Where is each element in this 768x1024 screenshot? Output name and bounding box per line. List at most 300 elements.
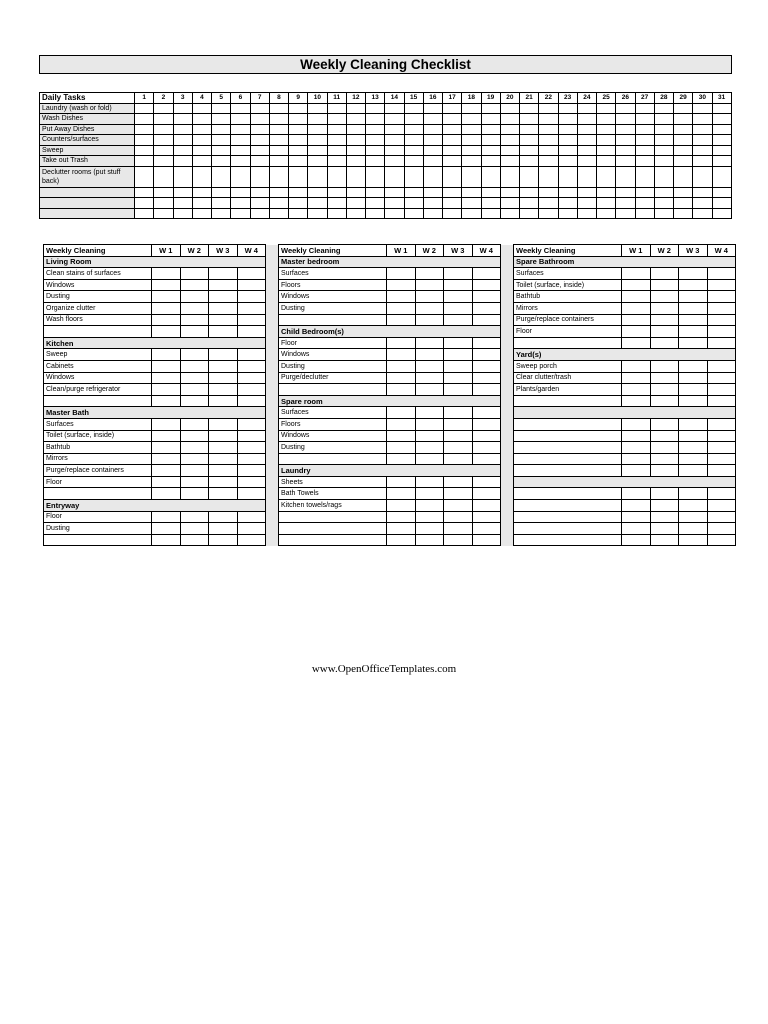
- day-check-cell[interactable]: [520, 145, 539, 156]
- week-check-cell[interactable]: [209, 395, 238, 407]
- day-check-cell[interactable]: [346, 187, 365, 198]
- week-check-cell[interactable]: [472, 453, 501, 465]
- week-check-cell[interactable]: [180, 534, 209, 546]
- day-check-cell[interactable]: [289, 187, 308, 198]
- week-check-cell[interactable]: [472, 337, 501, 349]
- week-check-cell[interactable]: [237, 511, 266, 523]
- week-check-cell[interactable]: [415, 291, 444, 303]
- day-check-cell[interactable]: [635, 135, 654, 146]
- day-check-cell[interactable]: [135, 166, 154, 187]
- day-check-cell[interactable]: [231, 114, 250, 125]
- day-check-cell[interactable]: [250, 187, 269, 198]
- day-check-cell[interactable]: [173, 103, 192, 114]
- week-check-cell[interactable]: [237, 314, 266, 326]
- day-check-cell[interactable]: [712, 187, 731, 198]
- day-check-cell[interactable]: [481, 156, 500, 167]
- day-check-cell[interactable]: [346, 198, 365, 209]
- day-check-cell[interactable]: [192, 114, 211, 125]
- day-check-cell[interactable]: [577, 208, 596, 219]
- week-check-cell[interactable]: [209, 384, 238, 396]
- day-check-cell[interactable]: [443, 166, 462, 187]
- week-check-cell[interactable]: [180, 511, 209, 523]
- week-check-cell[interactable]: [387, 268, 416, 280]
- day-check-cell[interactable]: [212, 187, 231, 198]
- day-check-cell[interactable]: [520, 156, 539, 167]
- day-check-cell[interactable]: [462, 187, 481, 198]
- week-check-cell[interactable]: [444, 314, 473, 326]
- week-check-cell[interactable]: [444, 534, 473, 546]
- day-check-cell[interactable]: [154, 103, 173, 114]
- day-check-cell[interactable]: [635, 114, 654, 125]
- day-check-cell[interactable]: [154, 156, 173, 167]
- day-check-cell[interactable]: [500, 187, 519, 198]
- day-check-cell[interactable]: [616, 124, 635, 135]
- week-check-cell[interactable]: [387, 407, 416, 419]
- day-check-cell[interactable]: [327, 135, 346, 146]
- week-check-cell[interactable]: [707, 326, 736, 338]
- day-check-cell[interactable]: [192, 145, 211, 156]
- day-check-cell[interactable]: [520, 187, 539, 198]
- week-check-cell[interactable]: [444, 488, 473, 500]
- day-check-cell[interactable]: [674, 103, 693, 114]
- week-check-cell[interactable]: [472, 500, 501, 512]
- day-check-cell[interactable]: [192, 156, 211, 167]
- week-check-cell[interactable]: [152, 268, 181, 280]
- week-check-cell[interactable]: [472, 302, 501, 314]
- week-check-cell[interactable]: [209, 453, 238, 465]
- week-check-cell[interactable]: [622, 395, 651, 407]
- week-check-cell[interactable]: [209, 488, 238, 500]
- day-check-cell[interactable]: [346, 114, 365, 125]
- day-check-cell[interactable]: [366, 198, 385, 209]
- day-check-cell[interactable]: [558, 103, 577, 114]
- day-check-cell[interactable]: [520, 124, 539, 135]
- week-check-cell[interactable]: [679, 302, 708, 314]
- day-check-cell[interactable]: [385, 187, 404, 198]
- week-check-cell[interactable]: [209, 511, 238, 523]
- week-check-cell[interactable]: [444, 442, 473, 454]
- day-check-cell[interactable]: [192, 208, 211, 219]
- day-check-cell[interactable]: [423, 114, 442, 125]
- week-check-cell[interactable]: [679, 488, 708, 500]
- day-check-cell[interactable]: [346, 208, 365, 219]
- day-check-cell[interactable]: [712, 124, 731, 135]
- week-check-cell[interactable]: [152, 442, 181, 454]
- week-check-cell[interactable]: [237, 430, 266, 442]
- week-check-cell[interactable]: [622, 453, 651, 465]
- day-check-cell[interactable]: [385, 114, 404, 125]
- day-check-cell[interactable]: [577, 135, 596, 146]
- day-check-cell[interactable]: [423, 124, 442, 135]
- week-check-cell[interactable]: [152, 511, 181, 523]
- week-check-cell[interactable]: [707, 500, 736, 512]
- day-check-cell[interactable]: [327, 124, 346, 135]
- day-check-cell[interactable]: [654, 208, 673, 219]
- day-check-cell[interactable]: [712, 198, 731, 209]
- week-check-cell[interactable]: [415, 523, 444, 535]
- week-check-cell[interactable]: [152, 314, 181, 326]
- day-check-cell[interactable]: [616, 187, 635, 198]
- day-check-cell[interactable]: [558, 156, 577, 167]
- day-check-cell[interactable]: [674, 198, 693, 209]
- day-check-cell[interactable]: [674, 187, 693, 198]
- week-check-cell[interactable]: [444, 302, 473, 314]
- week-check-cell[interactable]: [622, 314, 651, 326]
- week-check-cell[interactable]: [679, 500, 708, 512]
- week-check-cell[interactable]: [444, 418, 473, 430]
- day-check-cell[interactable]: [173, 124, 192, 135]
- day-check-cell[interactable]: [616, 135, 635, 146]
- week-check-cell[interactable]: [209, 291, 238, 303]
- day-check-cell[interactable]: [520, 198, 539, 209]
- week-check-cell[interactable]: [415, 314, 444, 326]
- week-check-cell[interactable]: [707, 418, 736, 430]
- day-check-cell[interactable]: [674, 156, 693, 167]
- week-check-cell[interactable]: [707, 511, 736, 523]
- week-check-cell[interactable]: [237, 302, 266, 314]
- week-check-cell[interactable]: [237, 395, 266, 407]
- day-check-cell[interactable]: [462, 103, 481, 114]
- week-check-cell[interactable]: [472, 476, 501, 488]
- week-check-cell[interactable]: [472, 534, 501, 546]
- week-check-cell[interactable]: [679, 268, 708, 280]
- day-check-cell[interactable]: [674, 135, 693, 146]
- day-check-cell[interactable]: [154, 145, 173, 156]
- week-check-cell[interactable]: [415, 349, 444, 361]
- week-check-cell[interactable]: [209, 279, 238, 291]
- day-check-cell[interactable]: [135, 124, 154, 135]
- week-check-cell[interactable]: [152, 384, 181, 396]
- day-check-cell[interactable]: [366, 208, 385, 219]
- day-check-cell[interactable]: [346, 156, 365, 167]
- day-check-cell[interactable]: [462, 124, 481, 135]
- day-check-cell[interactable]: [500, 156, 519, 167]
- day-check-cell[interactable]: [154, 114, 173, 125]
- week-check-cell[interactable]: [707, 372, 736, 384]
- day-check-cell[interactable]: [635, 208, 654, 219]
- day-check-cell[interactable]: [481, 114, 500, 125]
- day-check-cell[interactable]: [654, 114, 673, 125]
- day-check-cell[interactable]: [674, 166, 693, 187]
- day-check-cell[interactable]: [423, 187, 442, 198]
- day-check-cell[interactable]: [192, 124, 211, 135]
- week-check-cell[interactable]: [679, 395, 708, 407]
- week-check-cell[interactable]: [650, 523, 679, 535]
- week-check-cell[interactable]: [387, 291, 416, 303]
- week-check-cell[interactable]: [237, 268, 266, 280]
- week-check-cell[interactable]: [152, 534, 181, 546]
- day-check-cell[interactable]: [654, 124, 673, 135]
- day-check-cell[interactable]: [635, 124, 654, 135]
- day-check-cell[interactable]: [443, 208, 462, 219]
- day-check-cell[interactable]: [481, 145, 500, 156]
- day-check-cell[interactable]: [577, 156, 596, 167]
- week-check-cell[interactable]: [679, 279, 708, 291]
- week-check-cell[interactable]: [707, 337, 736, 349]
- day-check-cell[interactable]: [173, 166, 192, 187]
- week-check-cell[interactable]: [679, 442, 708, 454]
- week-check-cell[interactable]: [387, 384, 416, 396]
- day-check-cell[interactable]: [154, 208, 173, 219]
- week-check-cell[interactable]: [444, 511, 473, 523]
- week-check-cell[interactable]: [622, 442, 651, 454]
- week-check-cell[interactable]: [650, 360, 679, 372]
- week-check-cell[interactable]: [707, 279, 736, 291]
- day-check-cell[interactable]: [212, 124, 231, 135]
- week-check-cell[interactable]: [650, 418, 679, 430]
- week-check-cell[interactable]: [622, 465, 651, 477]
- week-check-cell[interactable]: [209, 476, 238, 488]
- week-check-cell[interactable]: [387, 442, 416, 454]
- week-check-cell[interactable]: [209, 360, 238, 372]
- day-check-cell[interactable]: [654, 145, 673, 156]
- day-check-cell[interactable]: [500, 103, 519, 114]
- week-check-cell[interactable]: [707, 430, 736, 442]
- week-check-cell[interactable]: [209, 523, 238, 535]
- day-check-cell[interactable]: [212, 208, 231, 219]
- day-check-cell[interactable]: [443, 103, 462, 114]
- week-check-cell[interactable]: [387, 314, 416, 326]
- day-check-cell[interactable]: [635, 103, 654, 114]
- week-check-cell[interactable]: [650, 488, 679, 500]
- week-check-cell[interactable]: [650, 326, 679, 338]
- day-check-cell[interactable]: [654, 187, 673, 198]
- week-check-cell[interactable]: [650, 384, 679, 396]
- day-check-cell[interactable]: [712, 145, 731, 156]
- day-check-cell[interactable]: [539, 145, 558, 156]
- day-check-cell[interactable]: [539, 198, 558, 209]
- week-check-cell[interactable]: [472, 349, 501, 361]
- day-check-cell[interactable]: [269, 156, 288, 167]
- day-check-cell[interactable]: [135, 187, 154, 198]
- week-check-cell[interactable]: [415, 430, 444, 442]
- day-check-cell[interactable]: [577, 124, 596, 135]
- week-check-cell[interactable]: [180, 465, 209, 477]
- day-check-cell[interactable]: [481, 198, 500, 209]
- day-check-cell[interactable]: [654, 135, 673, 146]
- week-check-cell[interactable]: [650, 430, 679, 442]
- week-check-cell[interactable]: [180, 360, 209, 372]
- week-check-cell[interactable]: [650, 395, 679, 407]
- week-check-cell[interactable]: [679, 430, 708, 442]
- day-check-cell[interactable]: [154, 166, 173, 187]
- week-check-cell[interactable]: [679, 384, 708, 396]
- week-check-cell[interactable]: [472, 384, 501, 396]
- day-check-cell[interactable]: [231, 187, 250, 198]
- week-check-cell[interactable]: [650, 534, 679, 546]
- day-check-cell[interactable]: [520, 114, 539, 125]
- week-check-cell[interactable]: [209, 349, 238, 361]
- week-check-cell[interactable]: [152, 465, 181, 477]
- week-check-cell[interactable]: [180, 384, 209, 396]
- day-check-cell[interactable]: [616, 103, 635, 114]
- day-check-cell[interactable]: [250, 103, 269, 114]
- week-check-cell[interactable]: [387, 453, 416, 465]
- day-check-cell[interactable]: [346, 145, 365, 156]
- day-check-cell[interactable]: [654, 166, 673, 187]
- week-check-cell[interactable]: [622, 534, 651, 546]
- day-check-cell[interactable]: [462, 114, 481, 125]
- week-check-cell[interactable]: [237, 418, 266, 430]
- week-check-cell[interactable]: [444, 291, 473, 303]
- day-check-cell[interactable]: [135, 198, 154, 209]
- day-check-cell[interactable]: [212, 114, 231, 125]
- day-check-cell[interactable]: [635, 145, 654, 156]
- day-check-cell[interactable]: [269, 145, 288, 156]
- day-check-cell[interactable]: [231, 124, 250, 135]
- week-check-cell[interactable]: [444, 372, 473, 384]
- week-check-cell[interactable]: [415, 302, 444, 314]
- day-check-cell[interactable]: [366, 187, 385, 198]
- day-check-cell[interactable]: [231, 135, 250, 146]
- day-check-cell[interactable]: [674, 208, 693, 219]
- week-check-cell[interactable]: [679, 534, 708, 546]
- week-check-cell[interactable]: [387, 430, 416, 442]
- day-check-cell[interactable]: [366, 135, 385, 146]
- week-check-cell[interactable]: [679, 337, 708, 349]
- day-check-cell[interactable]: [539, 103, 558, 114]
- week-check-cell[interactable]: [444, 523, 473, 535]
- day-check-cell[interactable]: [423, 135, 442, 146]
- week-check-cell[interactable]: [209, 442, 238, 454]
- day-check-cell[interactable]: [443, 198, 462, 209]
- week-check-cell[interactable]: [152, 349, 181, 361]
- week-check-cell[interactable]: [472, 291, 501, 303]
- week-check-cell[interactable]: [152, 395, 181, 407]
- week-check-cell[interactable]: [650, 500, 679, 512]
- week-check-cell[interactable]: [237, 384, 266, 396]
- day-check-cell[interactable]: [154, 198, 173, 209]
- week-check-cell[interactable]: [152, 418, 181, 430]
- week-check-cell[interactable]: [152, 291, 181, 303]
- day-check-cell[interactable]: [500, 124, 519, 135]
- day-check-cell[interactable]: [423, 166, 442, 187]
- week-check-cell[interactable]: [707, 291, 736, 303]
- week-check-cell[interactable]: [472, 418, 501, 430]
- day-check-cell[interactable]: [558, 198, 577, 209]
- day-check-cell[interactable]: [654, 156, 673, 167]
- day-check-cell[interactable]: [558, 145, 577, 156]
- week-check-cell[interactable]: [472, 407, 501, 419]
- day-check-cell[interactable]: [654, 198, 673, 209]
- day-check-cell[interactable]: [481, 166, 500, 187]
- day-check-cell[interactable]: [616, 198, 635, 209]
- day-check-cell[interactable]: [250, 166, 269, 187]
- day-check-cell[interactable]: [366, 103, 385, 114]
- day-check-cell[interactable]: [500, 166, 519, 187]
- week-check-cell[interactable]: [444, 407, 473, 419]
- week-check-cell[interactable]: [152, 453, 181, 465]
- day-check-cell[interactable]: [212, 145, 231, 156]
- day-check-cell[interactable]: [269, 124, 288, 135]
- week-check-cell[interactable]: [444, 349, 473, 361]
- week-check-cell[interactable]: [237, 534, 266, 546]
- week-check-cell[interactable]: [707, 360, 736, 372]
- week-check-cell[interactable]: [472, 442, 501, 454]
- day-check-cell[interactable]: [308, 103, 327, 114]
- day-check-cell[interactable]: [250, 208, 269, 219]
- week-check-cell[interactable]: [650, 302, 679, 314]
- week-check-cell[interactable]: [415, 442, 444, 454]
- day-check-cell[interactable]: [558, 114, 577, 125]
- day-check-cell[interactable]: [250, 114, 269, 125]
- day-check-cell[interactable]: [597, 124, 616, 135]
- day-check-cell[interactable]: [212, 135, 231, 146]
- week-check-cell[interactable]: [415, 372, 444, 384]
- day-check-cell[interactable]: [462, 166, 481, 187]
- day-check-cell[interactable]: [423, 198, 442, 209]
- day-check-cell[interactable]: [250, 124, 269, 135]
- week-check-cell[interactable]: [387, 511, 416, 523]
- day-check-cell[interactable]: [231, 103, 250, 114]
- day-check-cell[interactable]: [173, 145, 192, 156]
- day-check-cell[interactable]: [712, 103, 731, 114]
- day-check-cell[interactable]: [154, 124, 173, 135]
- day-check-cell[interactable]: [712, 114, 731, 125]
- week-check-cell[interactable]: [180, 268, 209, 280]
- week-check-cell[interactable]: [622, 418, 651, 430]
- day-check-cell[interactable]: [577, 187, 596, 198]
- week-check-cell[interactable]: [180, 395, 209, 407]
- day-check-cell[interactable]: [192, 103, 211, 114]
- week-check-cell[interactable]: [444, 268, 473, 280]
- day-check-cell[interactable]: [520, 166, 539, 187]
- day-check-cell[interactable]: [327, 114, 346, 125]
- week-check-cell[interactable]: [679, 453, 708, 465]
- day-check-cell[interactable]: [423, 156, 442, 167]
- week-check-cell[interactable]: [444, 360, 473, 372]
- day-check-cell[interactable]: [173, 135, 192, 146]
- day-check-cell[interactable]: [385, 166, 404, 187]
- day-check-cell[interactable]: [577, 103, 596, 114]
- week-check-cell[interactable]: [472, 314, 501, 326]
- week-check-cell[interactable]: [237, 360, 266, 372]
- week-check-cell[interactable]: [622, 268, 651, 280]
- week-check-cell[interactable]: [237, 372, 266, 384]
- week-check-cell[interactable]: [180, 372, 209, 384]
- day-check-cell[interactable]: [558, 135, 577, 146]
- week-check-cell[interactable]: [152, 372, 181, 384]
- week-check-cell[interactable]: [650, 337, 679, 349]
- day-check-cell[interactable]: [327, 208, 346, 219]
- week-check-cell[interactable]: [152, 360, 181, 372]
- day-check-cell[interactable]: [597, 187, 616, 198]
- week-check-cell[interactable]: [152, 326, 181, 338]
- week-check-cell[interactable]: [679, 360, 708, 372]
- week-check-cell[interactable]: [679, 418, 708, 430]
- week-check-cell[interactable]: [387, 418, 416, 430]
- day-check-cell[interactable]: [289, 124, 308, 135]
- week-check-cell[interactable]: [650, 268, 679, 280]
- day-check-cell[interactable]: [269, 103, 288, 114]
- day-check-cell[interactable]: [500, 135, 519, 146]
- day-check-cell[interactable]: [462, 145, 481, 156]
- day-check-cell[interactable]: [231, 208, 250, 219]
- week-check-cell[interactable]: [180, 418, 209, 430]
- week-check-cell[interactable]: [237, 279, 266, 291]
- week-check-cell[interactable]: [209, 314, 238, 326]
- day-check-cell[interactable]: [154, 135, 173, 146]
- day-check-cell[interactable]: [443, 135, 462, 146]
- day-check-cell[interactable]: [212, 198, 231, 209]
- day-check-cell[interactable]: [654, 103, 673, 114]
- day-check-cell[interactable]: [423, 208, 442, 219]
- week-check-cell[interactable]: [707, 453, 736, 465]
- day-check-cell[interactable]: [539, 124, 558, 135]
- week-check-cell[interactable]: [387, 349, 416, 361]
- day-check-cell[interactable]: [635, 198, 654, 209]
- week-check-cell[interactable]: [707, 395, 736, 407]
